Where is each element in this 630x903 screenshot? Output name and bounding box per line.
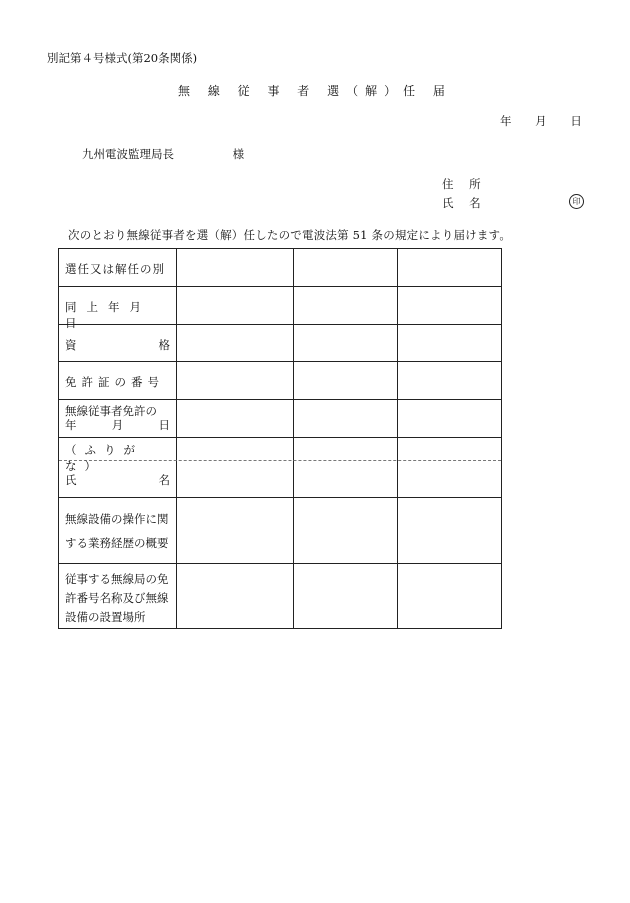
seal-mark: 印 [569, 194, 584, 209]
row-label-qualification [59, 337, 176, 353]
label-left: 資 [65, 338, 77, 352]
recipient-office: 九州電波監理局長 [82, 147, 174, 161]
table-row [59, 438, 501, 498]
label-char: 日 [158, 418, 170, 432]
body-text: 次のとおり無線従事者を選（解）任したので電波法第 51 条の規定により届けます。 [68, 228, 512, 242]
date-year: 年 [500, 114, 512, 128]
row-label-name [59, 472, 176, 488]
row-label-date: 同上年月日 [65, 300, 151, 330]
label-left: 氏 [65, 473, 77, 487]
date-day: 日 [570, 114, 582, 128]
label-line-2: 許番号名称及び無線 [65, 591, 169, 605]
label-char: 月 [111, 418, 124, 432]
row-label-station-info [59, 570, 176, 627]
label-right: 格 [158, 338, 170, 352]
form-reference: 別記第４号様式(第20条関係) [47, 51, 198, 65]
label-line-1: 従事する無線局の免 [65, 572, 169, 586]
date-month: 月 [535, 114, 547, 128]
label-text: 選任又は解任の別 [65, 262, 165, 276]
recipient-honorific: 様 [232, 147, 245, 161]
label-line-1: 無線従事者免許の [65, 404, 157, 418]
table-row [59, 498, 501, 564]
form-table [58, 248, 502, 629]
row-label-work-history [59, 507, 176, 555]
label-char: 年 [65, 418, 77, 432]
row-label-appointment-type [59, 261, 176, 277]
table-row [59, 287, 501, 330]
name-label: 氏 名 [442, 196, 487, 210]
table-row [59, 400, 501, 438]
row-label-license-date [59, 404, 176, 432]
table-row [59, 362, 501, 400]
label-line-1: 無線設備の操作に関 [65, 512, 169, 526]
label-line-3: 設備の設置場所 [65, 610, 146, 624]
label-line-2 [65, 418, 170, 432]
label-right: 名 [158, 473, 170, 487]
table-row [59, 249, 501, 287]
table-row [59, 564, 501, 628]
label-line-2: する業務経歴の概要 [65, 536, 169, 550]
row-label-license-number: 免許証の番号 [65, 375, 164, 389]
date-line [500, 113, 582, 129]
recipient-line [82, 146, 244, 162]
document-title: 無 線 従 事 者 選（解）任 届 [178, 84, 452, 98]
row-label-furigana: （ふりがな） [65, 443, 143, 473]
address-label: 住 所 [442, 177, 487, 191]
table-row [59, 325, 501, 362]
